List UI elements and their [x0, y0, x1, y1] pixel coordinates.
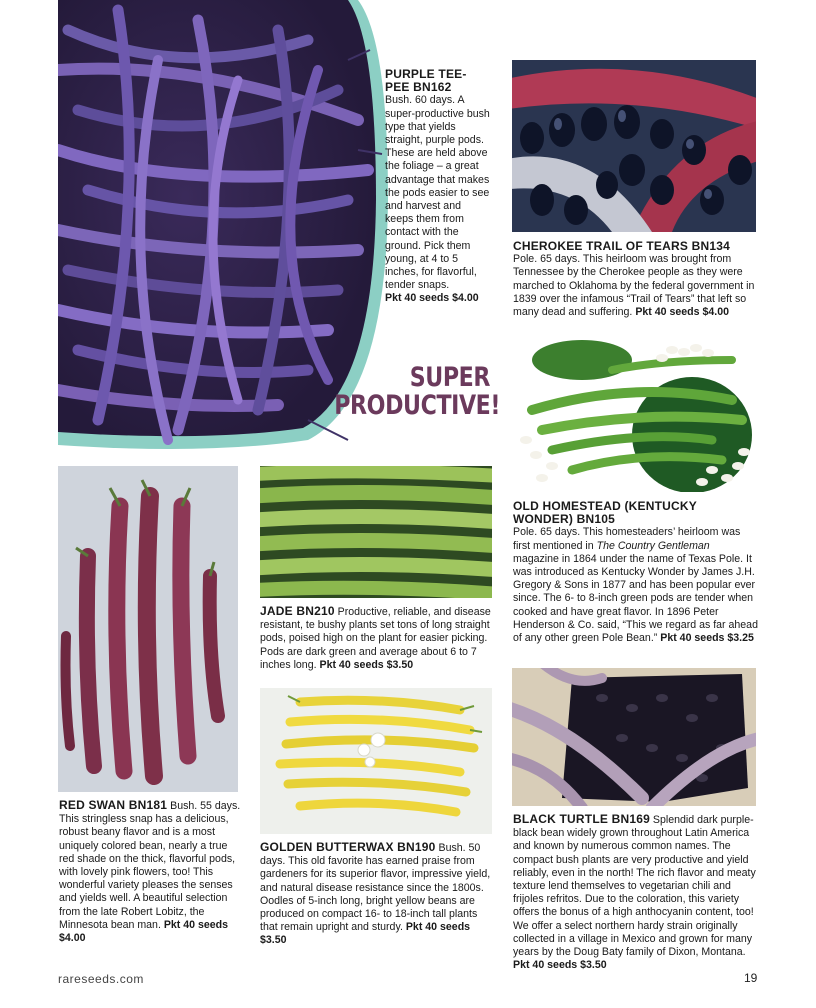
- old-homestead-price: Pkt 40 seeds $3.25: [660, 632, 754, 645]
- jade-text: [260, 605, 494, 672]
- red-swan-text: [59, 799, 241, 945]
- headline-line1: SUPER: [409, 362, 490, 393]
- black-turtle-name: BLACK TURTLE BN169: [513, 812, 650, 826]
- cherokee-photo: [512, 60, 756, 232]
- red-swan-desc: Bush. 55 days. This stringless snap has a delicious, robust beany flavor and is a most uniquely colored bean, nearly a true red shade on the thick, flavorful pods, with lovely pink flowers, too! This wonderful variety pleases the senses and yields well. A beautiful selection from the late Robert Lobitz, the Minnesota bean man.: [59, 800, 241, 931]
- old-homestead-photo: [512, 340, 756, 492]
- jade-desc: Productive, reliable, and disease resistant, te bushy plants set tons of long straight pods, poised high on the plant for easier picking. Pods are dark green and average about 6 to 7 inches long.: [260, 606, 491, 671]
- old-homestead-text: [513, 500, 758, 645]
- cherokee-desc: Pole. 65 days. This heirloom was brought from Tennessee by the Cherokee people as they were marched to Oklahoma by the federal government in 1839 over the infamous “Trail of Tears” that left so many dead and suffering.: [513, 253, 755, 319]
- jade-price: Pkt 40 seeds $3.50: [319, 658, 414, 671]
- jade-photo: [260, 466, 492, 598]
- headline-line2: PRODUCTIVE!: [334, 390, 501, 421]
- red-swan-photo: [58, 466, 238, 792]
- cherokee-name: CHEROKEE TRAIL OF TEARS BN134: [513, 239, 730, 253]
- golden-butterwax-desc: Bush. 50 days. This old favorite has earned praise from gardeners for its superior flavor, impressive yield, and natural disease resistance since the 1800s. Oodles of 5-inch long, bright yellow beans are produced on compact 16- to 18-inch tall plants that remain upright and sturdy.: [260, 842, 491, 934]
- purple-teepee-price: Pkt 40 seeds $4.00: [385, 292, 479, 305]
- cherokee-price: Pkt 40 seeds $4.00: [635, 306, 729, 319]
- black-turtle-price: Pkt 40 seeds $3.50: [513, 959, 607, 972]
- page-number: 19: [744, 971, 758, 985]
- red-swan-name: RED SWAN BN181: [59, 798, 168, 812]
- jade-name: JADE BN210: [260, 604, 335, 618]
- old-homestead-desc-italic: The Country Gentleman: [596, 539, 710, 552]
- black-turtle-desc: Splendid dark purple-black bean widely grown throughout Latin America and known by numerous common names. The compact bush plants are very productive and yield reliably, even in the north! The rich flavor and meaty texture lend themselves to vegetarian chili and frijoles refritos. Due to the coloration, this variety offers the bonus of a high anthocyanin content, too! We offer a select northern hardy strain originally collected in a village in Mexico and grown for many years by the Doug Baty family of Dixon, Montana.: [513, 814, 756, 959]
- golden-butterwax-photo: [260, 688, 492, 834]
- old-homestead-desc-b: magazine in 1864 under the name of Texas Pole. It was introduced as Kentucky Wonder by James J.H. Gregory & Sons in 1877 and has been popular ever since. The 6- to 8-inch green pods are tender when cooked and have great flavor. In 1896 Peter Henderson & Co. said, “This we regard as far ahead of any other green Pole Bean.”: [513, 552, 758, 645]
- purple-teepee-name: PURPLE TEE-PEE BN162: [385, 67, 467, 95]
- old-homestead-name: OLD HOMESTEAD (KENTUCKY WONDER) BN105: [513, 499, 697, 527]
- cherokee-text: [513, 240, 758, 319]
- old-homestead-desc-a: Pole. 65 days. This homesteaders’ heirloom was first mentioned in: [513, 526, 741, 552]
- purple-teepee-text: [385, 68, 490, 306]
- golden-butterwax-text: [260, 841, 494, 948]
- black-turtle-photo: [512, 668, 756, 806]
- purple-teepee-desc: Bush. 60 days. A super-productive bush type that yields straight, purple pods. These are held above the foliage – a great advantage that makes the pods easier to see and harvest and keeps them from contact with the ground. Pick them young, at 4 to 5 inches, for flavorful, tender snaps.: [385, 94, 490, 292]
- super-productive-headline: [334, 362, 501, 421]
- red-swan-price: Pkt 40 seeds $4.00: [59, 918, 229, 945]
- footer-url[interactable]: rareseeds.com: [58, 972, 144, 986]
- golden-butterwax-name: GOLDEN BUTTERWAX BN190: [260, 840, 436, 854]
- golden-butterwax-price: Pkt 40 seeds $3.50: [260, 921, 471, 947]
- black-turtle-text: [513, 813, 758, 972]
